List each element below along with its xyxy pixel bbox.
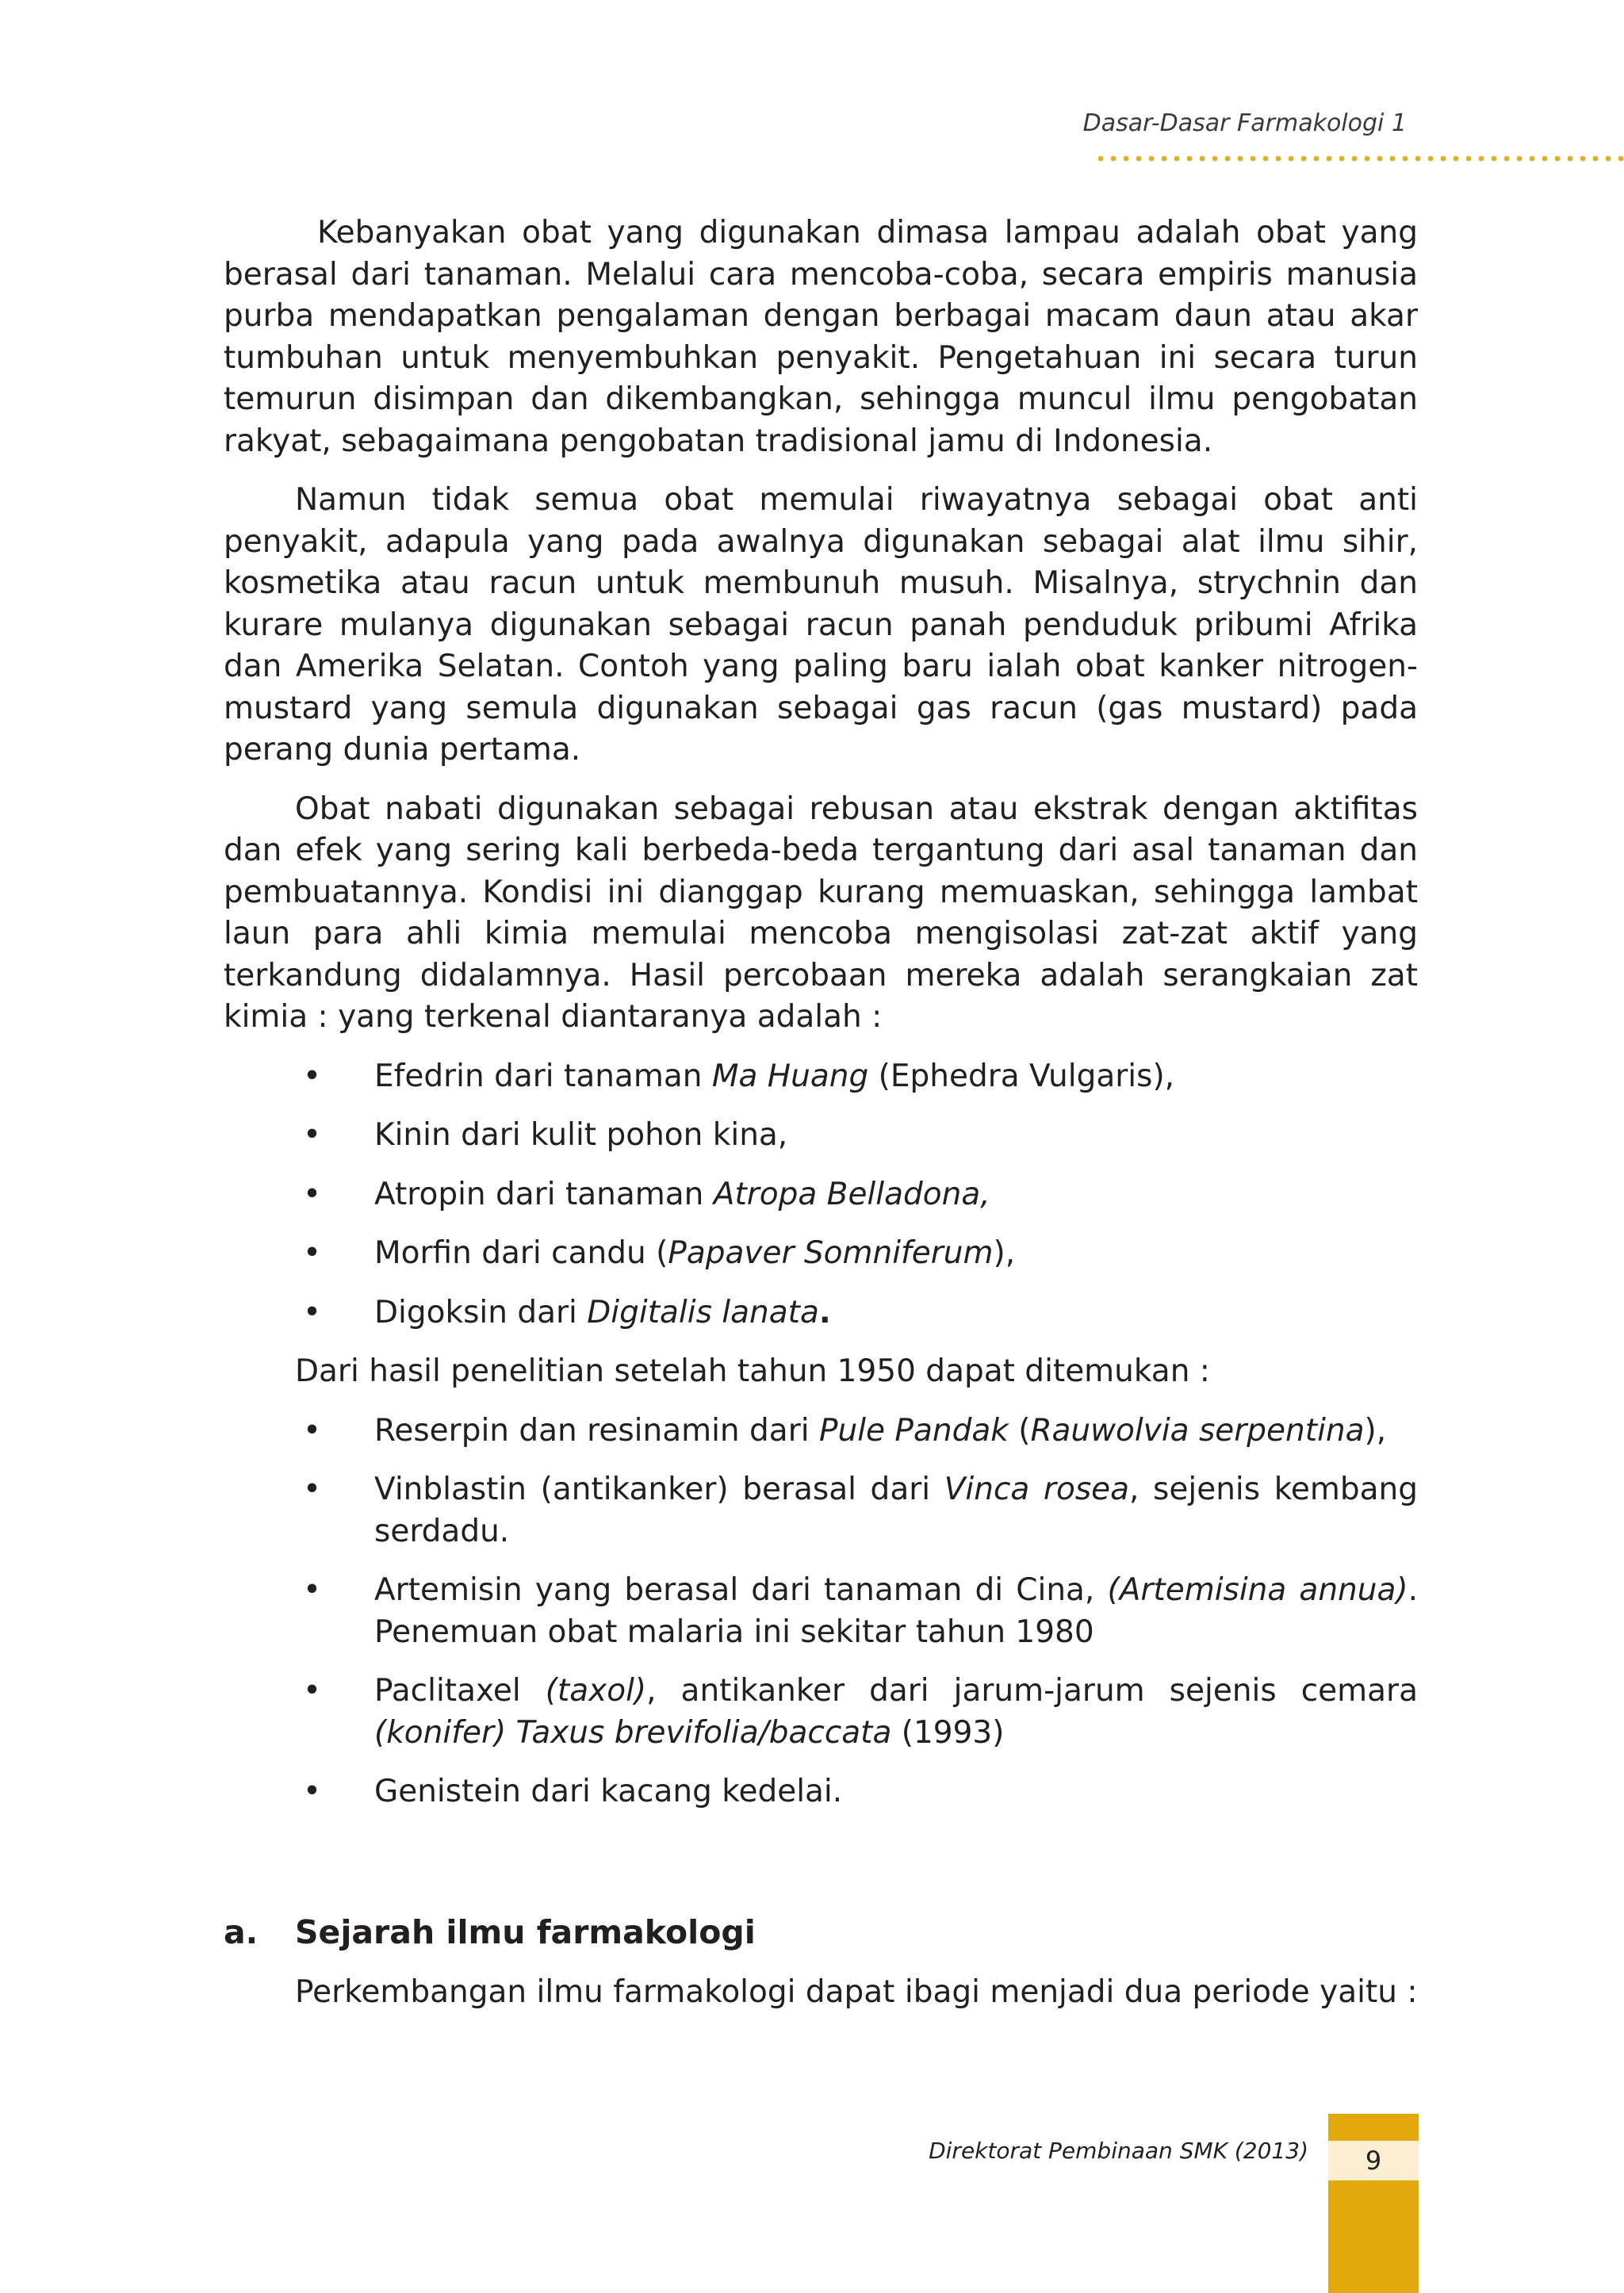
footer-publisher: Direktorat Pembinaan SMK (2013)	[929, 2138, 1308, 2164]
item-text: ),	[993, 1235, 1016, 1271]
item-text: .	[818, 1294, 831, 1330]
bullet-icon: •	[303, 1472, 322, 1507]
section-lead: Perkembangan ilmu farmakologi dapat ibagi menjadi dua periode yaitu :	[295, 1974, 1418, 2010]
bullet-icon: •	[303, 1117, 322, 1153]
bullet-icon: •	[303, 1673, 322, 1709]
item-italic: Atropa Belladona,	[713, 1176, 990, 1212]
item-italic: Rauwolvia serpentina	[1030, 1412, 1365, 1449]
running-header: Dasar-Dasar Farmakologi 1	[1082, 109, 1407, 137]
section-heading	[224, 1912, 1418, 1954]
post-1950-drug-list	[224, 1411, 1418, 1813]
item-text: Genistein dari kacang kedelai.	[374, 1774, 843, 1809]
item-italic: Vinca rosea	[944, 1472, 1130, 1507]
list-item	[224, 1570, 1418, 1653]
item-text: Efedrin dari tanaman	[374, 1058, 712, 1094]
bullet-icon: •	[303, 1412, 322, 1449]
section-title: Sejarah ilmu farmakologi	[295, 1912, 756, 1951]
item-italic: Digitalis lanata	[587, 1294, 819, 1330]
item-italic: (konifer) Taxus brevifolia/baccata	[374, 1714, 892, 1751]
header-dotted-rule	[1094, 155, 1624, 162]
list-item	[224, 1115, 1418, 1157]
paragraph-1: Kebanyakan obat yang digunakan dimasa lampau adalah obat yang berasal dari tanaman. Melalui cara mencoba-coba, secara empiris manusia purba mendapatkan pengalaman dengan berbagai macam daun atau akar tumbuhan untuk menyembuhkan penyakit. Pengetahuan ini secara turun temurun disimpan dan dikembangkan, sehingga muncul ilmu pengobatan rakyat, sebagaimana pengobatan tradisional jamu di Indonesia.	[224, 215, 1418, 459]
list-item	[224, 1292, 1418, 1334]
item-italic: Pule Pandak	[818, 1412, 1009, 1449]
item-italic: (Artemisina annua)	[1107, 1572, 1408, 1608]
page-body	[224, 212, 1418, 2014]
list-item	[224, 1411, 1418, 1453]
item-text: Morfin dari candu (	[374, 1235, 668, 1271]
page-number: 9	[1328, 2141, 1419, 2180]
item-text: , sejenis kembang serdadu.	[374, 1472, 1419, 1549]
item-text: Vinblastin (antikanker) berasal dari	[374, 1472, 944, 1507]
list-item	[224, 1671, 1418, 1754]
bullet-icon: •	[303, 1058, 322, 1094]
item-text: Artemisin yang berasal dari tanaman di Cina,	[374, 1572, 1108, 1608]
item-italic: Papaver Somniferum	[668, 1235, 994, 1271]
item-text: , antikanker dari jarum-jarum sejenis cemara	[646, 1673, 1418, 1709]
item-text: . Penemuan obat malaria ini sekitar tahun 1980	[374, 1572, 1419, 1650]
list-item	[224, 1056, 1418, 1098]
bullet-icon: •	[303, 1774, 322, 1809]
item-text: Atropin dari tanaman	[374, 1176, 714, 1212]
item-text: (	[1008, 1412, 1031, 1449]
bullet-icon: •	[303, 1572, 322, 1608]
list-item	[224, 1469, 1418, 1552]
list2-lead: Dari hasil penelitian setelah tahun 1950 dapat ditemukan :	[295, 1353, 1210, 1389]
plant-drug-list	[224, 1056, 1418, 1334]
list-item	[224, 1771, 1418, 1813]
paragraph-2: Namun tidak semua obat memulai riwayatnya sebagai obat anti penyakit, adapula yang pada awalnya digunakan sebagai alat ilmu sihir, kosmetika atau racun untuk membunuh musuh. Misalnya, strychnin dan kurare mulanya digunakan sebagai racun panah penduduk pribumi Afrika dan Amerika Selatan. Contoh yang paling baru ialah obat kanker nitrogen-mustard yang semula digunakan sebagai gas racun (gas mustard) pada perang dunia pertama.	[224, 482, 1418, 768]
item-text: ),	[1364, 1412, 1387, 1449]
item-italic: Ma Huang	[711, 1058, 869, 1094]
item-italic: (taxol)	[545, 1673, 647, 1709]
item-text: Digoksin dari	[374, 1294, 588, 1330]
bullet-icon: •	[303, 1176, 322, 1212]
paragraph-3: Obat nabati digunakan sebagai rebusan atau ekstrak dengan aktifitas dan efek yang sering kali berbeda-beda tergantung dari asal tanaman dan pembuatannya. Kondisi ini dianggap kurang memuaskan, sehingga lambat laun para ahli kimia memulai mencoba mengisolasi zat-zat aktif yang terkandung didalamnya. Hasil percobaan mereka adalah serangkaian zat kimia : yang terkenal diantaranya adalah :	[224, 790, 1418, 1035]
section-letter: a.	[224, 1912, 259, 1951]
item-text: (Ephedra Vulgaris),	[868, 1058, 1175, 1094]
item-text: (1993)	[891, 1714, 1005, 1751]
bullet-icon: •	[303, 1294, 322, 1330]
item-text: Reserpin dan resinamin dari	[374, 1412, 819, 1449]
list-item	[224, 1233, 1418, 1275]
bullet-icon: •	[303, 1235, 322, 1271]
list-item	[224, 1174, 1418, 1216]
item-text: Kinin dari kulit pohon kina,	[374, 1117, 788, 1153]
item-text: Paclitaxel	[374, 1673, 546, 1709]
